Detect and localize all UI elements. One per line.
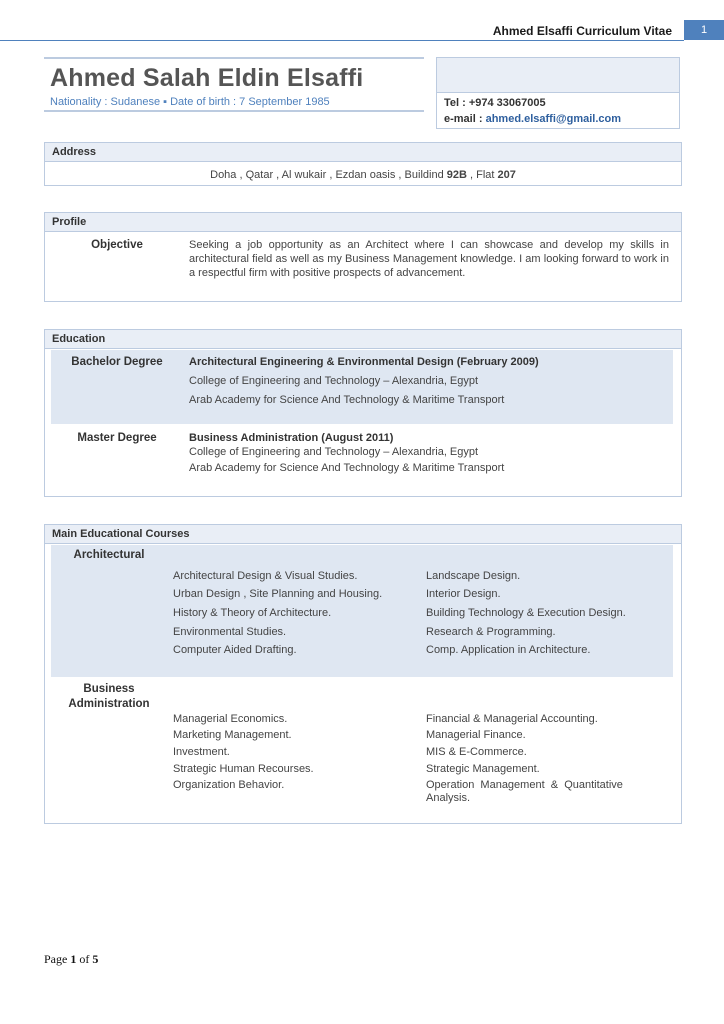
- course-item: Analysis.: [426, 792, 471, 804]
- master-college: College of Engineering and Technology – Alexandria, Egypt: [189, 446, 479, 458]
- courses-section: [44, 524, 682, 824]
- contact-header-bar: [436, 57, 680, 93]
- email-link[interactable]: ahmed.elsaffi@gmail.com: [485, 113, 622, 125]
- business-label: Business Administration: [68, 683, 150, 710]
- bachelor-title: Architectural Engineering & Environmental Design (February 2009): [189, 356, 539, 368]
- course-item: Environmental Studies.: [173, 626, 287, 638]
- page-number-badge: 1: [684, 20, 724, 40]
- course-item: Research & Programming.: [426, 626, 556, 638]
- course-item: Strategic Management.: [426, 763, 540, 775]
- courses-heading: Main Educational Courses: [45, 525, 681, 544]
- address-section: [44, 142, 682, 186]
- education-section: [44, 329, 682, 497]
- objective-label: Objective: [91, 239, 143, 251]
- architectural-label: Architectural: [73, 549, 145, 561]
- page-footer: Page 1 of 5: [44, 952, 99, 966]
- course-item: Marketing Management.: [173, 729, 292, 741]
- course-item: Operation Management & Quantitative: [426, 779, 623, 791]
- course-item: Managerial Finance.: [426, 729, 526, 741]
- course-item: History & Theory of Architecture.: [173, 607, 332, 619]
- objective-text: Seeking a job opportunity as an Architect where I can showcase and develop my skills in architectural field as well as my Business Management knowledge. I am looking forward to work in a respectful firm with positive prospects of advancement.: [189, 239, 669, 279]
- master-row: [51, 428, 673, 488]
- education-heading: Education: [45, 330, 681, 349]
- course-item: Landscape Design.: [426, 570, 521, 582]
- email-line: [444, 113, 621, 125]
- course-item: Managerial Economics.: [173, 713, 288, 725]
- building-number: 92B: [446, 169, 467, 181]
- header-divider: [0, 40, 684, 41]
- telephone: Tel : +974 33067005: [444, 97, 546, 109]
- business-row: [51, 679, 673, 819]
- course-item: Computer Aided Drafting.: [173, 644, 297, 656]
- nationality-dob: Nationality : Sudanese ▪ Date of birth : 7 September 1985: [50, 96, 330, 108]
- architectural-row: [51, 545, 673, 677]
- bachelor-label: Bachelor Degree: [71, 356, 163, 368]
- bachelor-row: [51, 350, 673, 424]
- course-item: Strategic Human Recourses.: [173, 763, 314, 775]
- course-item: Architectural Design & Visual Studies.: [173, 570, 358, 582]
- course-item: Building Technology & Execution Design.: [426, 607, 626, 619]
- course-item: Financial & Managerial Accounting.: [426, 713, 598, 725]
- master-label: Master Degree: [77, 432, 157, 444]
- address-text: Doha , Qatar , Al wukair , Ezdan oasis , Buildind 92B , Flat 207: [210, 169, 516, 181]
- address-heading: Address: [45, 143, 681, 162]
- course-item: Investment.: [173, 746, 230, 758]
- person-name: Ahmed Salah Eldin Elsaffi: [50, 64, 364, 92]
- course-item: Organization Behavior.: [173, 779, 285, 791]
- name-top-rule: [44, 57, 424, 59]
- name-bottom-rule: [44, 110, 424, 112]
- course-item: Urban Design , Site Planning and Housing.: [173, 588, 383, 600]
- course-item: MIS & E-Commerce.: [426, 746, 527, 758]
- course-item: Interior Design.: [426, 588, 501, 600]
- master-academy: Arab Academy for Science And Technology & Maritime Transport: [189, 462, 505, 474]
- bachelor-college: College of Engineering and Technology – Alexandria, Egypt: [189, 375, 479, 387]
- master-title: Business Administration (August 2011): [189, 432, 394, 444]
- flat-number: 207: [497, 169, 516, 181]
- profile-section: [44, 212, 682, 302]
- profile-heading: Profile: [45, 213, 681, 232]
- bachelor-academy: Arab Academy for Science And Technology & Maritime Transport: [189, 394, 505, 406]
- course-item: Comp. Application in Architecture.: [426, 644, 591, 656]
- email-label: e-mail :: [444, 113, 486, 125]
- document-title: Ahmed Elsaffi Curriculum Vitae: [492, 24, 672, 38]
